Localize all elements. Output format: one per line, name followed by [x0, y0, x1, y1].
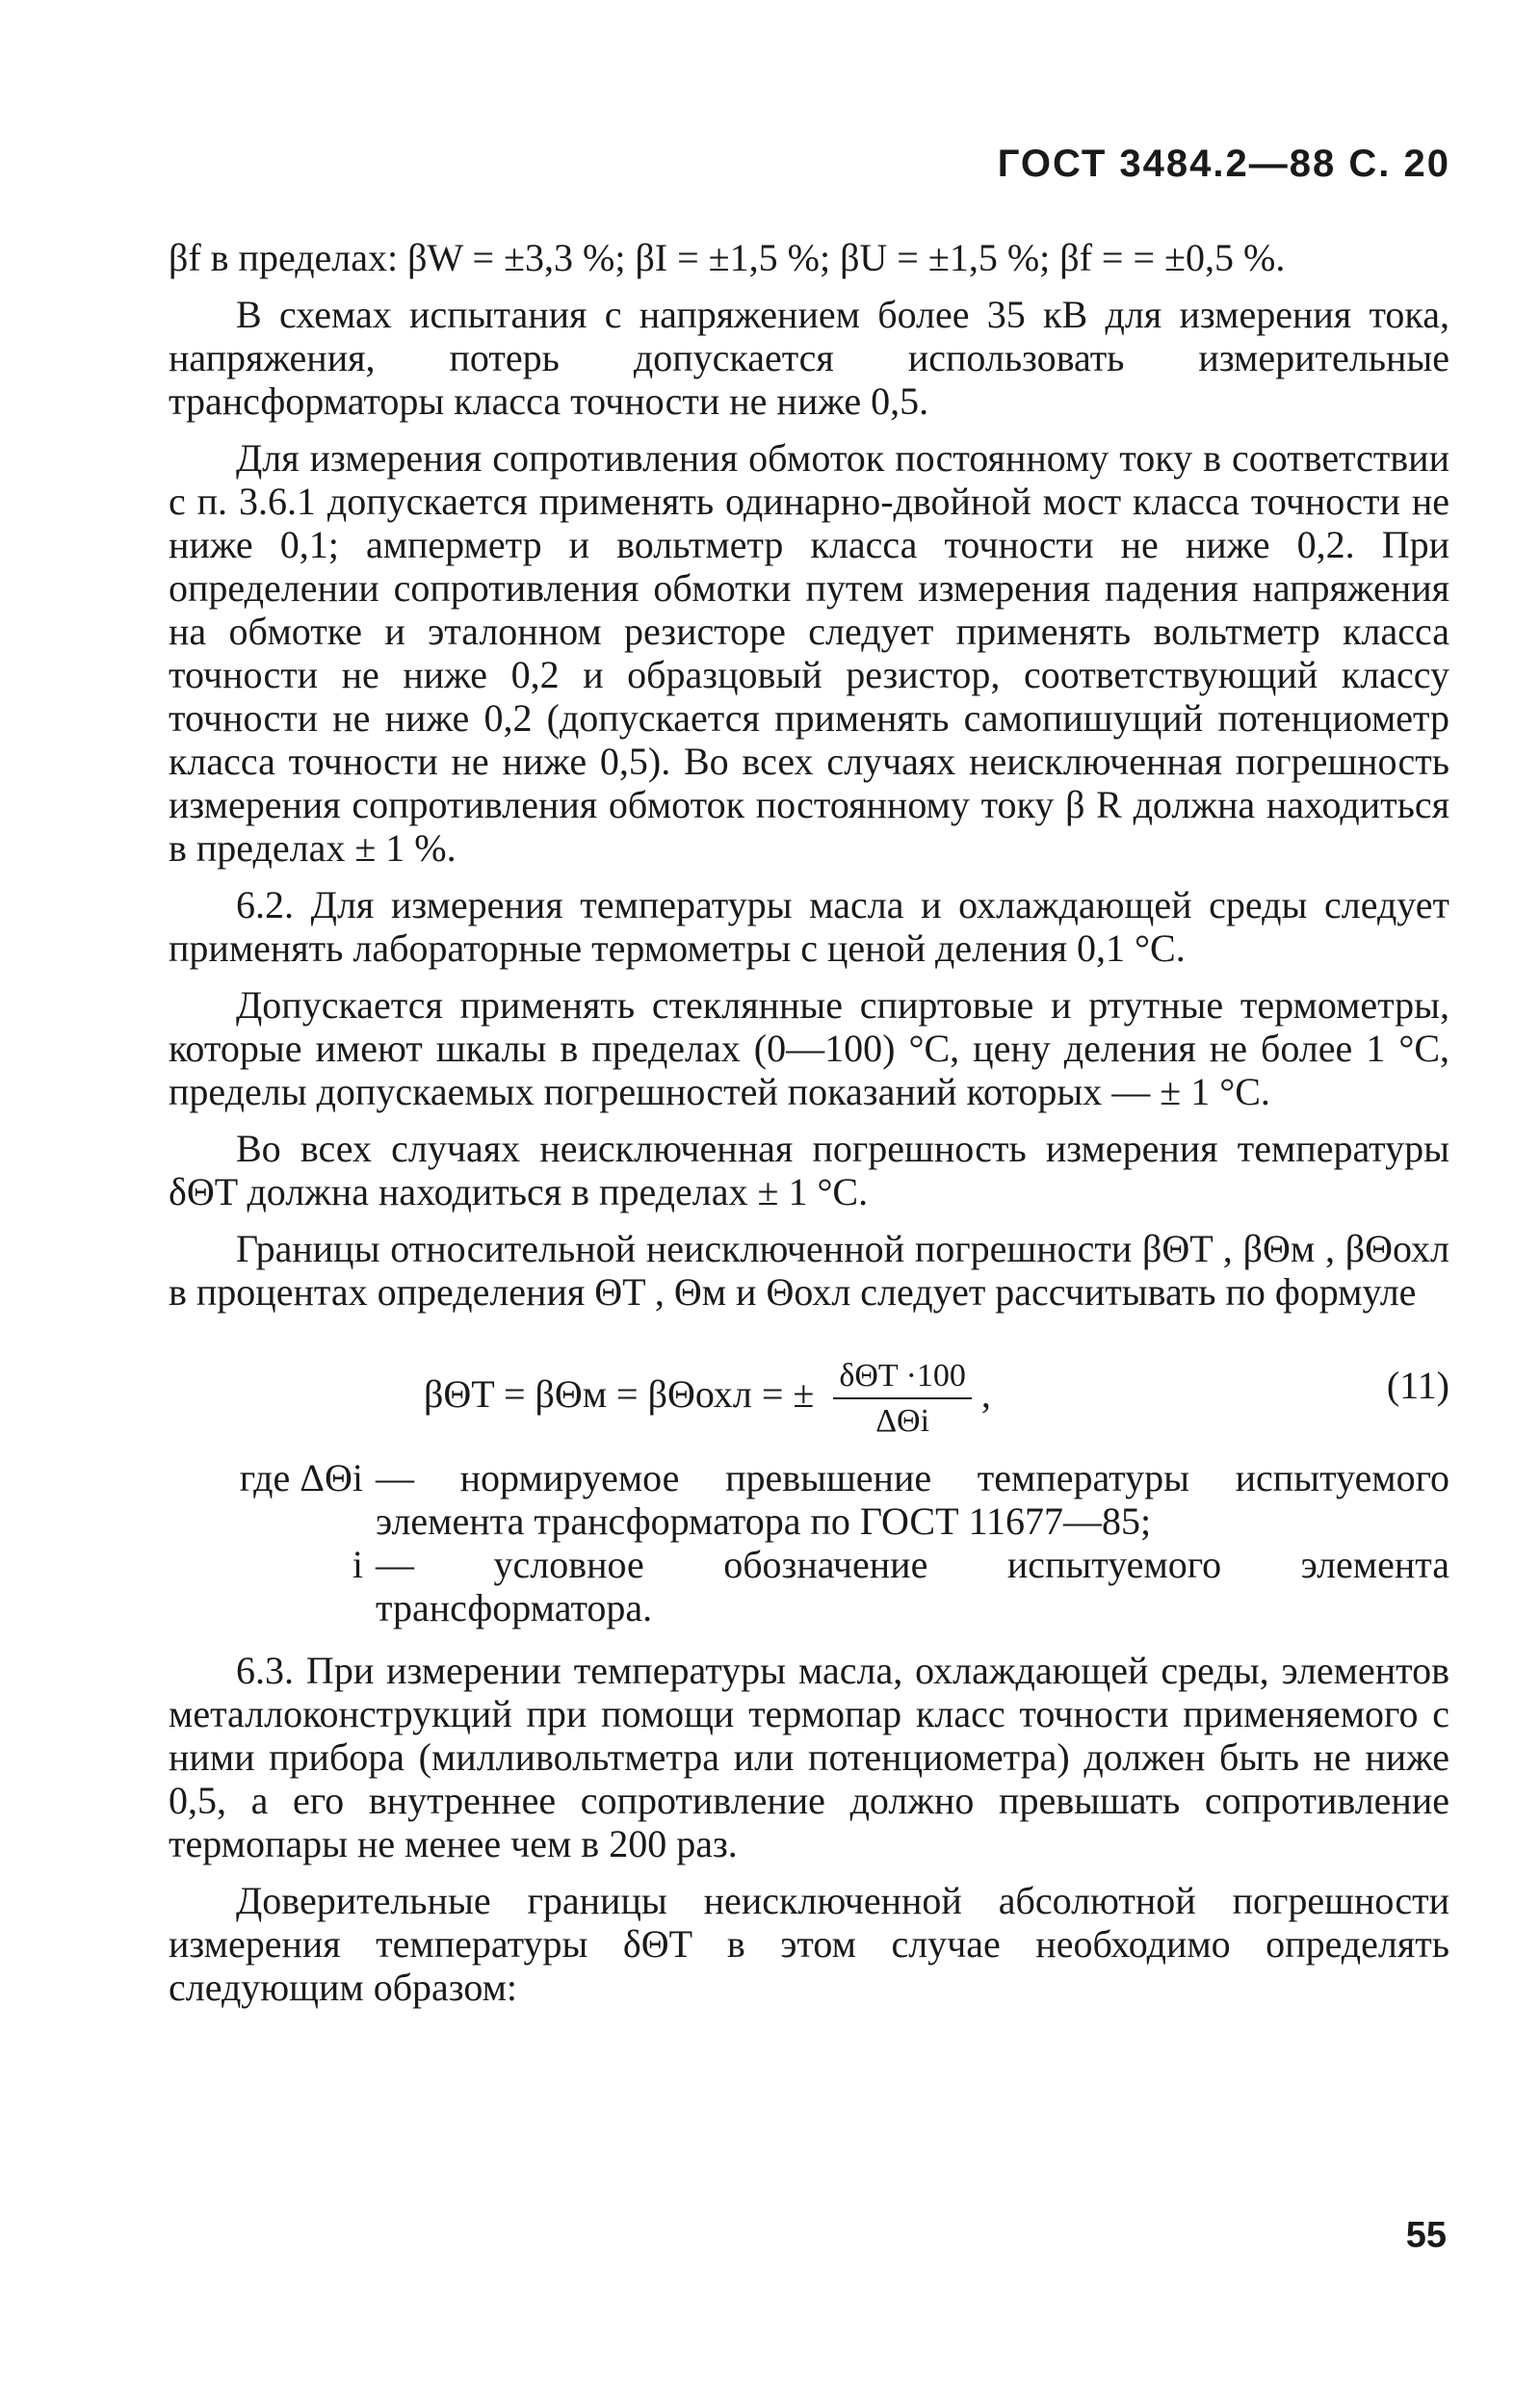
paragraph-1: βf в пределах: βW = ±3,3 %; βI = ±1,5 %; βU = ±1,5 %; βf = = ±0,5 %. [169, 236, 1286, 279]
where-row-2 [169, 1543, 1449, 1629]
where-row-1 [169, 1456, 1449, 1543]
formula-tail: , [980, 1372, 991, 1417]
formula-11 [169, 1327, 1449, 1439]
paragraph-2: В схемах испытания с напряжением более 35 кВ для измерения тока, напряжения, потерь допускается использовать измерительные трансформаторы класса точности не ниже 0,5. [169, 293, 1449, 423]
where-text-1: — нормируемое превышение температуры испытуемого элемента трансформатора по ГОСТ 11677—85; [376, 1456, 1449, 1543]
formula-fraction [833, 1354, 972, 1443]
paragraph-4: 6.2. Для измерения температуры масла и охлаждающей среды следует применять лабораторные термометры с ценой деления 0,1 °С. [169, 883, 1449, 970]
document-body [169, 236, 1449, 2022]
formula-numerator: δΘT ·100 [833, 1354, 972, 1399]
formula-denominator: ΔΘi [875, 1403, 930, 1439]
paragraph-3: Для измерения сопротивления обмоток постоянному току в соответствии с п. 3.6.1 допускается применять одинарно-двойной мост класса точности не ниже 0,1; амперметр и вольтметр класса точности не ниже 0,2. При определении сопротивления обмотки путем измерения падения напряжения на обмотке и эталонном резисторе следует применять вольтметр класса точности не ниже 0,2 и образцовый резистор, соответствующий классу точности не ниже 0,2 (допускается применять самопишущий потенциометр класса точности не ниже 0,5). Во всех случаях неисключенная погрешность измерения сопротивления обмоток постоянному току β R должна находиться в пределах ± 1 %. [169, 436, 1449, 870]
formula-expression [424, 1354, 991, 1443]
formula-lhs: βΘT = βΘм = βΘохл = ± [424, 1372, 815, 1417]
formula-number: (11) [1386, 1364, 1449, 1407]
where-symbol-1: где ΔΘi [239, 1456, 363, 1499]
page-header: ГОСТ 3484.2—88 С. 20 [997, 143, 1450, 185]
paragraph-7: Границы относительной неисключенной погрешности βΘT , βΘм , βΘохл в процентах определения ΘT , Θм и Θохл следует рассчитывать по формуле [169, 1227, 1449, 1314]
paragraph-8: 6.3. При измерении температуры масла, охлаждающей среды, элементов металлоконструкций при помощи термопар класс точности применяемого с ними прибора (милливольтметра или потенциометра) должен быть не ниже 0,5, а его внутреннее сопротивление должно превышать сопротивление термопары не менее чем в 200 раз. [169, 1649, 1449, 1865]
page-number: 55 [1405, 2215, 1447, 2255]
where-block [169, 1456, 1449, 1629]
paragraph-5: Допускается применять стеклянные спиртовые и ртутные термометры, которые имеют шкалы в пределах (0—100) °С, цену деления не более 1 °С, пределы допускаемых погрешностей показаний которых — ± 1 °С. [169, 983, 1449, 1113]
where-symbol-2: i [352, 1543, 363, 1586]
paragraph-6: Во всех случаях неисключенная погрешность измерения температуры δΘT должна находиться в пределах ± 1 °С. [169, 1127, 1449, 1213]
where-text-2: — условное обозначение испытуемого элемента трансформатора. [376, 1543, 1449, 1629]
paragraph-9: Доверительные границы неисключенной абсолютной погрешности измерения температуры δΘT в этом случае необходимо определять следующим образом: [169, 1879, 1449, 2009]
